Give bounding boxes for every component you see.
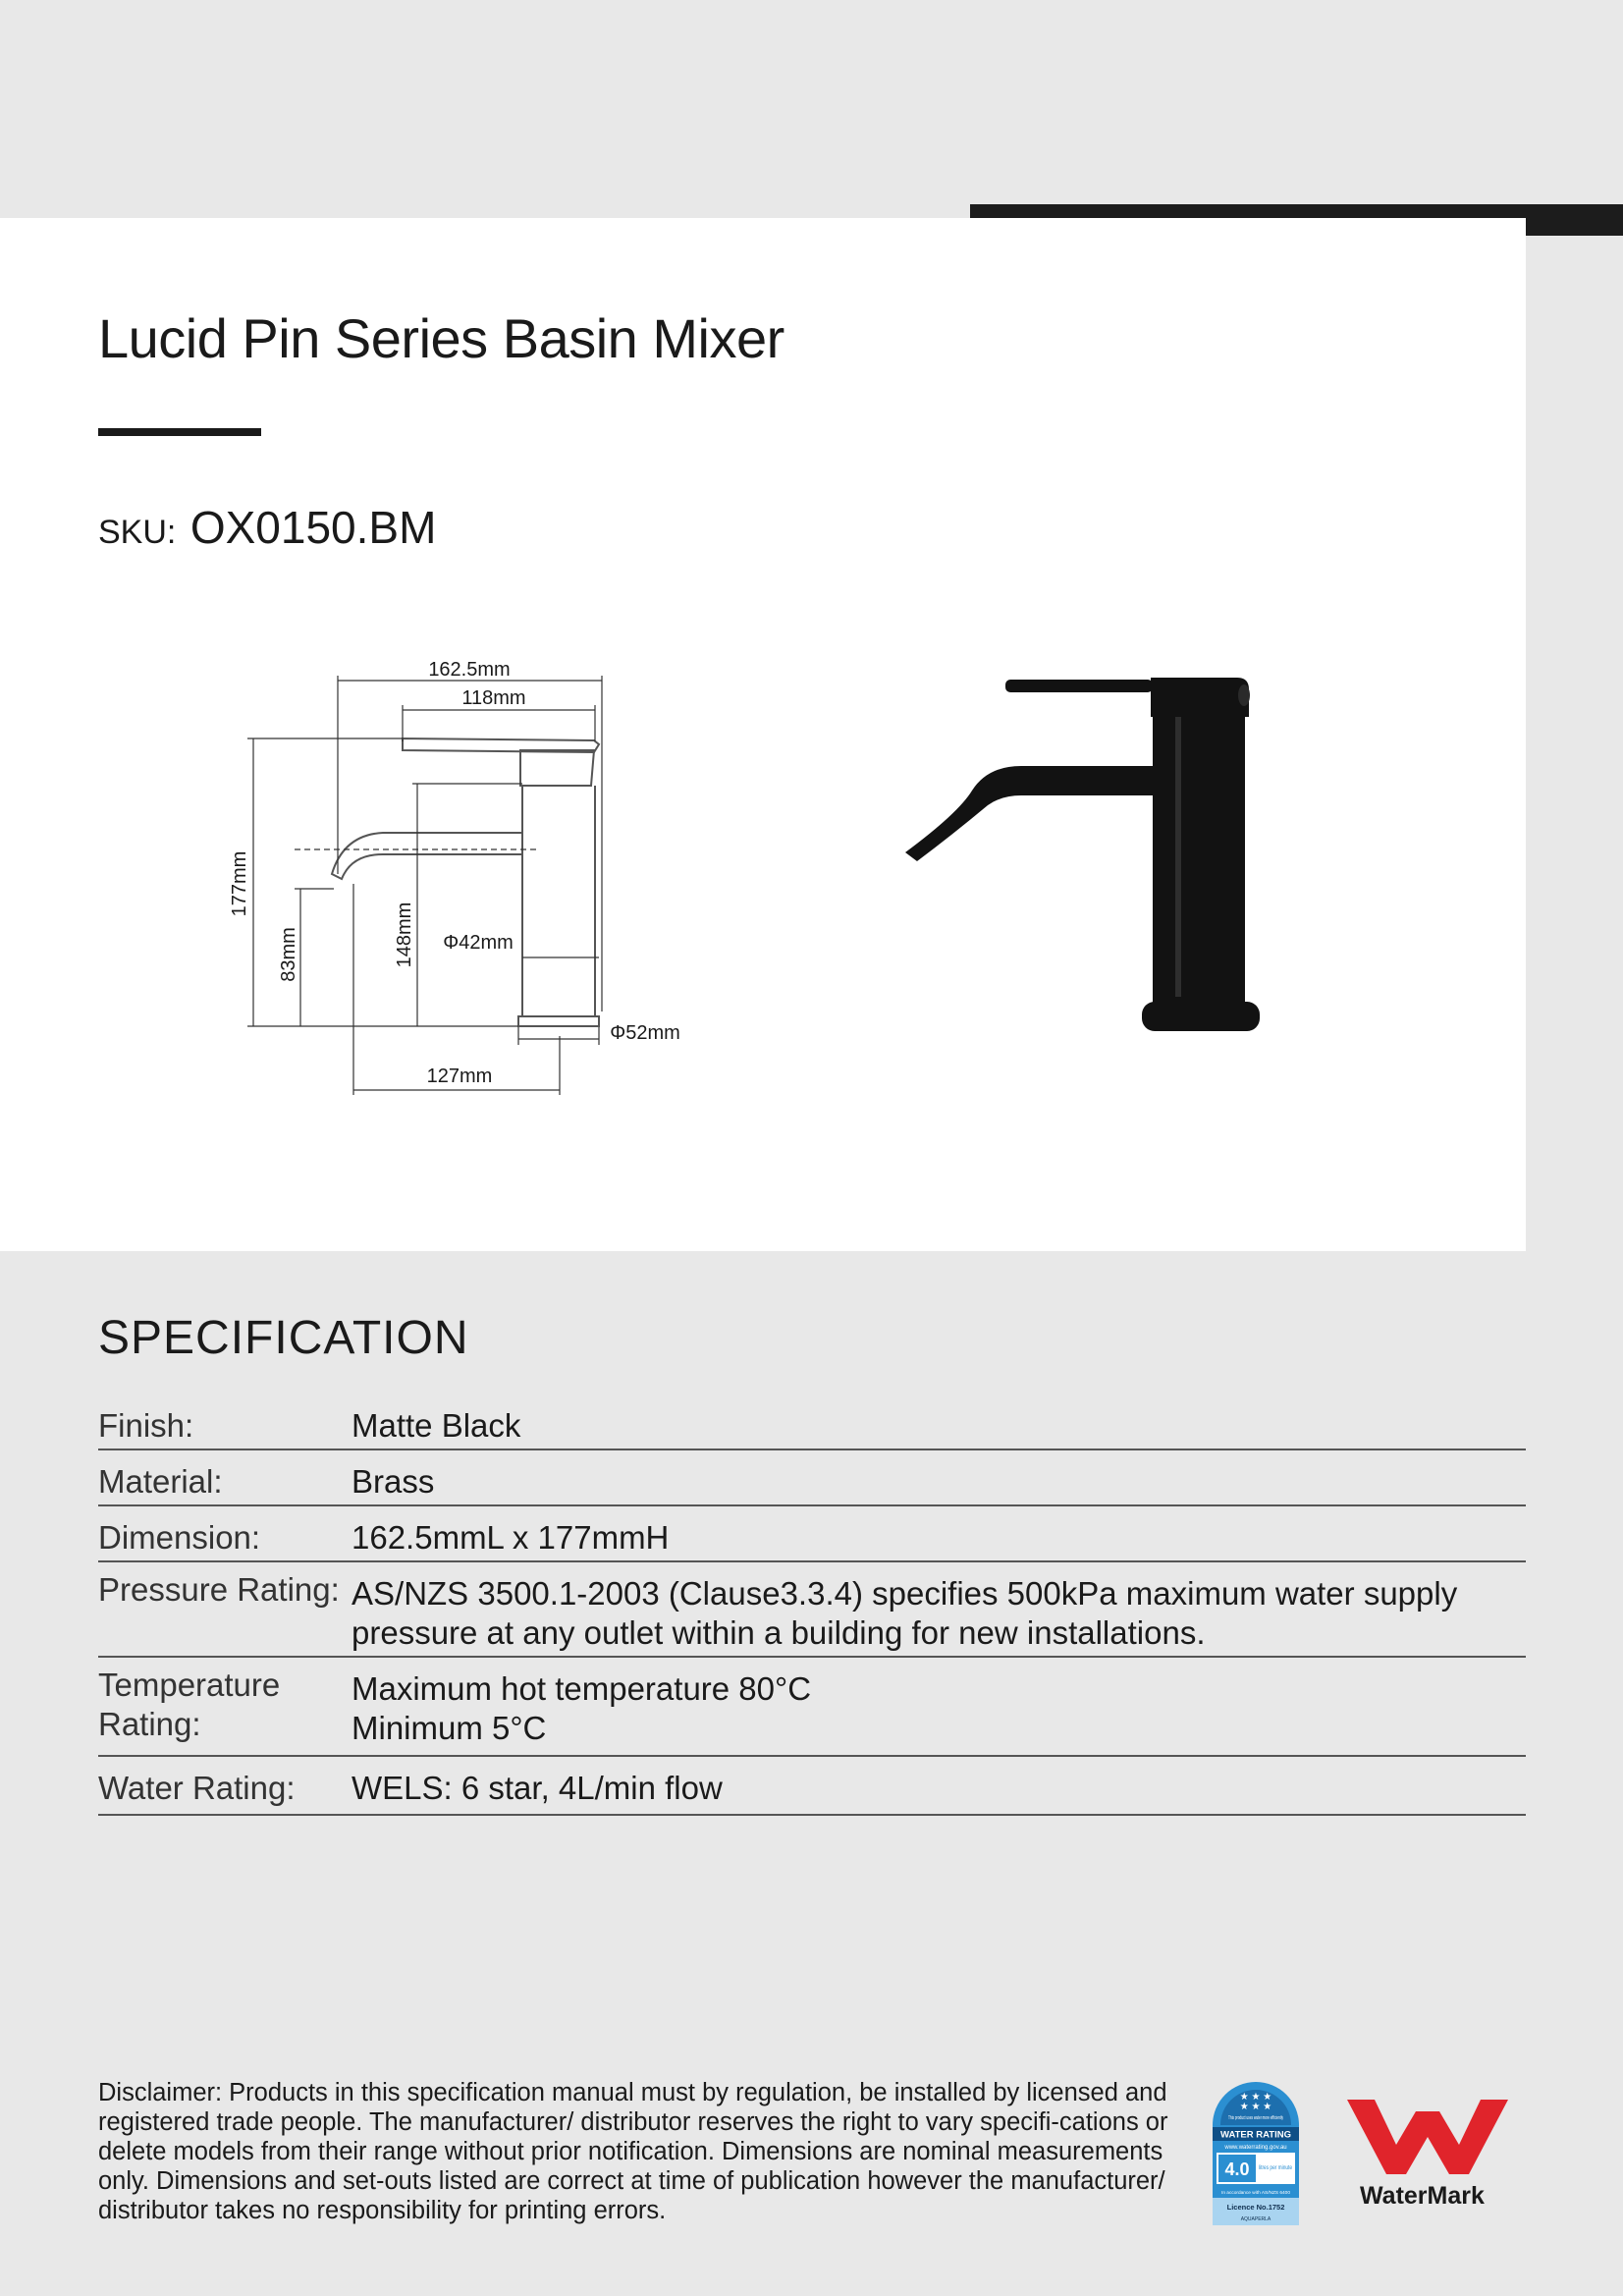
wels-stars-text: This product uses water more efficiently	[1228, 2115, 1284, 2121]
dimension-drawing	[206, 648, 717, 1100]
spec-value: WELS: 6 star, 4L/min flow	[352, 1770, 723, 1806]
top-band	[0, 0, 1623, 218]
dim-lever-length: 118mm	[461, 687, 526, 709]
spec-value: 162.5mmL x 177mmH	[352, 1519, 670, 1556]
dim-body-height: 148mm	[394, 902, 415, 968]
wels-brand: AQUAPERLA	[1240, 2216, 1271, 2222]
spec-row-finish	[98, 1394, 1526, 1450]
spec-value: AS/NZS 3500.1-2003 (Clause3.3.4) specifies 500kPa maximum water supply pressure at any outlet within a building for new installations.	[352, 1575, 1458, 1651]
wels-star-icon: ★ ★ ★	[1239, 2092, 1272, 2103]
sku-line	[98, 501, 436, 554]
spec-label: Material:	[98, 1463, 223, 1500]
spec-row-water-rating	[98, 1757, 1526, 1816]
spec-row-pressure-rating	[98, 1562, 1526, 1658]
faucet-outline	[332, 738, 599, 1026]
wels-unit: litres per minute	[1259, 2165, 1293, 2171]
spec-row-temperature-rating	[98, 1658, 1526, 1757]
dim-height: 177mm	[229, 850, 250, 917]
spec-label: Water Rating:	[98, 1770, 296, 1806]
product-photo	[893, 658, 1267, 1070]
dim-body-diameter: Φ42mm	[443, 932, 514, 954]
wels-label: WATER RATING	[1220, 2129, 1291, 2141]
wels-url: www.waterrating.gov.au	[1224, 2145, 1287, 2151]
spec-value: Brass	[352, 1463, 435, 1500]
spec-row-dimension	[98, 1506, 1526, 1562]
wels-licence: Licence No.1752	[1226, 2203, 1285, 2212]
specification-table	[98, 1394, 1526, 1816]
spec-row-material	[98, 1450, 1526, 1506]
dim-spout-height: 83mm	[278, 927, 299, 982]
spec-label: Dimension:	[98, 1519, 261, 1556]
wels-standard: In accordance with AS/NZS 6400	[1221, 2190, 1291, 2195]
sku-label: SKU:	[98, 514, 177, 551]
spec-label: Pressure Rating:	[98, 1571, 340, 1608]
title-underline	[98, 428, 261, 436]
watermark-logo-text: WaterMark	[1360, 2182, 1485, 2210]
spec-value: Matte Black	[352, 1407, 521, 1444]
wels-star-icon: ★ ★ ★	[1239, 2102, 1272, 2112]
dim-spout-reach: 127mm	[426, 1066, 493, 1087]
wels-rating-value: 4.0	[1224, 2159, 1250, 2179]
product-title: Lucid Pin Series Basin Mixer	[98, 307, 784, 369]
spec-label: Finish:	[98, 1407, 194, 1444]
watermark-logo-icon	[1347, 2100, 1508, 2178]
sku-value: OX0150.BM	[189, 502, 437, 553]
wels-water-rating-badge	[1211, 2080, 1301, 2227]
dim-overall-length: 162.5mm	[428, 659, 511, 681]
specification-heading: SPECIFICATION	[98, 1312, 469, 1364]
dim-base-diameter: Φ52mm	[610, 1022, 680, 1044]
disclaimer-text: Disclaimer: Products in this specification manual must by regulation, be installed by licensed and registered trade people. The manufacturer/ distributor reserves the right to vary specifi-cations or delete models from their range without prior notification. Dimensions are nominal measurements only. Dimensions and set-outs listed are correct at time of publication however the manufacturer/ distributor takes no responsibility for printing errors.	[98, 2079, 1168, 2224]
spec-label: Temperature Rating:	[98, 1667, 281, 1742]
spec-value: Maximum hot temperature 80°C Minimum 5°C	[352, 1670, 812, 1746]
